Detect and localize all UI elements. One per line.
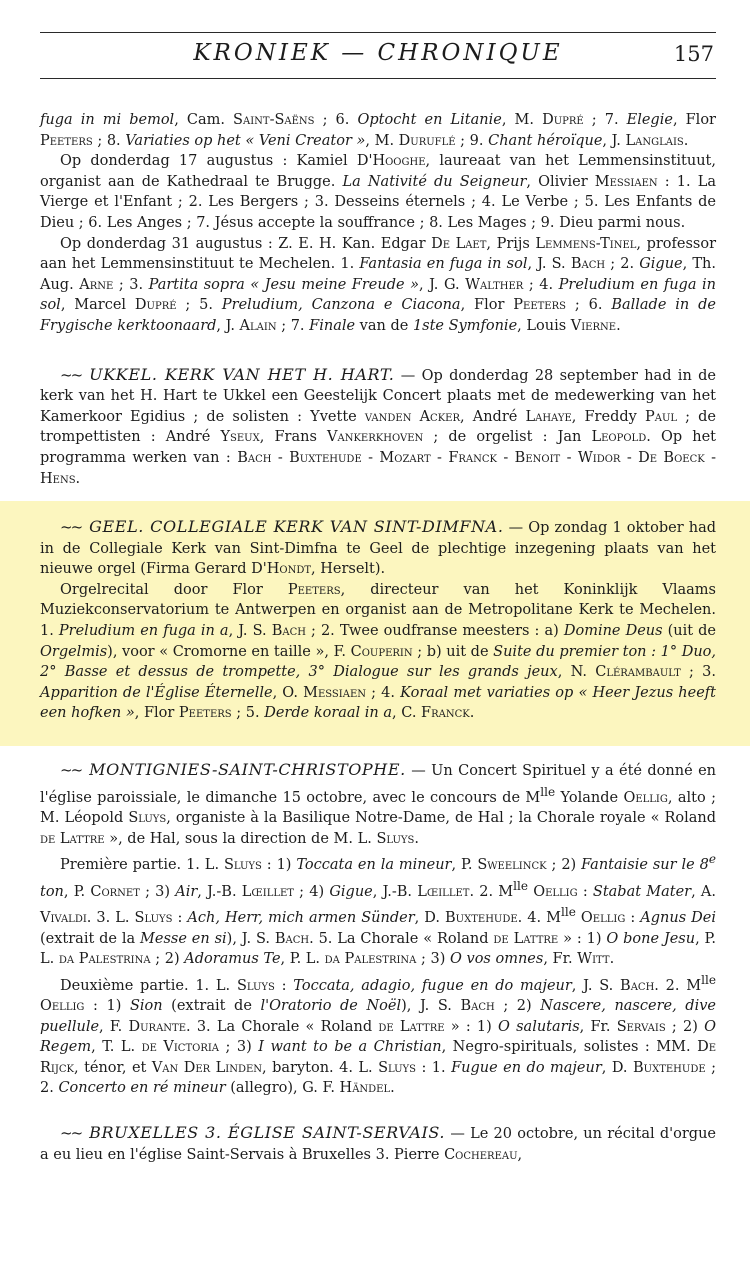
- top-rule: [40, 32, 716, 33]
- running-title: KRONIEK — CHRONIQUE: [193, 40, 563, 66]
- paragraph-17-augustus: Op donderdag 17 augustus : Kamiel D'Hooghe, laureaat van het Lemmensinstituut, organist aan de Kathedraal te Brugge. La Nativité du Seigneur, Olivier Messiaen : 1. La Vierge et l'Enfant ; 2. Les Bergers ; 3. Desseins éternels ; 4. Le Verbe ; 5. Les Enfants de Dieu ; 6. Les Anges ; 7. Jésus accepte la souffrance ; 8. Les Mages ; 9. Dieu parmi nous.: [40, 153, 716, 231]
- chronicle-text: [40, 110, 716, 1165]
- page-number: 157: [673, 42, 714, 66]
- paragraph-premiere-partie: Première partie. 1. L. Sluys : 1) Toccata en la mineur, P. Sweelinck ; 2) Fantaisie sur le 8e ton, P. Cornet ; 3) Air, J.-B. Lœillet ; 4) Gigue, J.-B. Lœillet. 2. $M^{lle}$ Oellig : Stabat Mater, A. Vivaldi. 3. L. Sluys : Ach, Herr, mich armen Sünder, D. Buxtehude. 4. $M^{lle}$ Oellig : Agnus Dei (extrait de la Messe en si), J. S. Bach. 5. La Chorale « Roland de Lattre » : 1) O bone Jesu, P. L. da Palestrina ; 2) Adoramus Te, P. L. da Palestrina ; 3) O vos omnes, Fr. Witt.: [40, 852, 717, 968]
- section-ukkel: ~~ UKKEL. KERK VAN HET H. HART. — Op donderdag 28 september had in de kerk van het H. Hart te Ukkel een Geestelijk Concert plaats met de medewerking van het Kamerkoor Egidius ; de solisten : Yvette vanden Acker, André Lahaye, Freddy Paul ; de trompettisten : André Yseux, Frans Vankerkhoven ; de orgelist : Jan Leopold. Op het programma werken van : Bach - Buxtehude - Mozart - Franck - Benoit - Widor - De Boeck - Hens.: [40, 364, 717, 487]
- running-head: [40, 38, 716, 74]
- section-bruxelles: ~~ BRUXELLES 3. ÉGLISE SAINT-SERVAIS. — Le 20 octobre, un récital d'orgue a eu lieu en l'église Saint-Servais à Bruxelles 3. Pierre Cochereau,: [40, 1123, 716, 1163]
- paragraph-orgelrecital: Orgelrecital door Flor Peeters, directeur van het Koninklijk Vlaams Muziekconservatorium te Antwerpen en organist aan de Metropolitane Kerk te Mechelen. 1. Preludium en fuga in a, J. S. Bach ; 2. Twee oudfranse meesters : a) Domine Deus (uit de Orgelmis), voor « Cromorne en taille », F. Couperin ; b) uit de Suite du premier ton : 1° Duo, 2° Basse et dessus de trompette, 3° Dialogue sur les grands jeux, N. Clérambault ; 3. Apparition de l'Église Éternelle, O. Messiaen ; 4. Koraal met variaties op « Heer Jezus heeft een hofken », Flor Peeters ; 5. Derde koraal in a, C. Franck.: [40, 581, 717, 722]
- section-heading: BRUXELLES 3. ÉGLISE SAINT-SERVAIS.: [89, 1123, 446, 1143]
- section-heading: GEEL. COLLEGIALE KERK VAN SINT-DIMFNA.: [89, 517, 504, 537]
- paragraph-31-augustus: Op donderdag 31 augustus : Z. E. H. Kan. Edgar De Laet, Prijs Lemmens-Tinel, professor aan het Lemmensinstituut te Mechelen. 1. Fantasia en fuga in sol, J. S. Bach ; 2. Gigue, Th. Aug. Arne ; 3. Partita sopra « Jesu meine Freude », J. G. Walther ; 4. Preludium en fuga in sol, Marcel Dupré ; 5. Preludium, Canzona e Ciacona, Flor Peeters ; 6. Ballade in de Frygische kerktoonaard, J. Alain ; 7. Finale van de 1ste Symfonie, Louis Vierne.: [40, 235, 717, 334]
- bottom-rule: [40, 78, 716, 79]
- section-geel: ~~ GEEL. COLLEGIALE KERK VAN SINT-DIMFNA. — Op zondag 1 oktober had in de Collegiale Kerk van Sint-Dimfna te Geel de plechtige inzegening plaats van het nieuwe orgel (Firma Gerard D'Hondt, Herselt).: [40, 517, 716, 578]
- section-heading: UKKEL. KERK VAN HET H. HART.: [89, 364, 395, 384]
- section-ornament: ~~: [60, 518, 82, 537]
- section-heading: MONTIGNIES-SAINT-CHRISTOPHE.: [89, 760, 406, 780]
- paragraph-deuxieme-partie: Deuxième partie. 1. L. Sluys : Toccata, adagio, fugue en do majeur, J. S. Bach. 2. $M^{lle}$ Oellig : 1) Sion (extrait de l'Oratorio de Noël), J. S. Bach ; 2) Nascere, nascere, dive puellule, F. Durante. 3. La Chorale « Roland de Lattre » : 1) O salutaris, Fr. Servais ; 2) O Regem, T. L. de Victoria ; 3) I want to be a Christian, Negro-spirituals, solistes : MM. De Rijck, ténor, et Van Der Linden, baryton. 4. L. Sluys : 1. Fugue en do majeur, D. Buxtehude ; 2. Concerto en ré mineur (allegro), G. F. Händel.: [40, 972, 717, 1097]
- section-ornament: ~~: [60, 761, 82, 780]
- highlighted-section-geel: [0, 501, 750, 746]
- section-ornament: ~~: [60, 1124, 82, 1143]
- section-montignies: ~~ MONTIGNIES-SAINT-CHRISTOPHE. — Un Concert Spirituel y a été donné en l'église paroissiale, le dimanche 15 octobre, avec le concours de $M^{lle}$ Yolande Oellig, alto ; M. Léopold Sluys, organiste à la Basilique Notre-Dame, de Hal ; la Chorale royale « Roland de Lattre », de Hal, sous la direction de M. L. Sluys.: [40, 760, 717, 847]
- paragraph-continuation: fuga in mi bemol, Cam. Saint-Saëns ; 6. Optocht en Litanie, M. Dupré ; 7. Elegie, Flor Peeters ; 8. Variaties op het « Veni Creator », M. Duruflé ; 9. Chant héroïque, J. Langlais.: [40, 112, 716, 149]
- section-ornament: ~~: [60, 365, 82, 384]
